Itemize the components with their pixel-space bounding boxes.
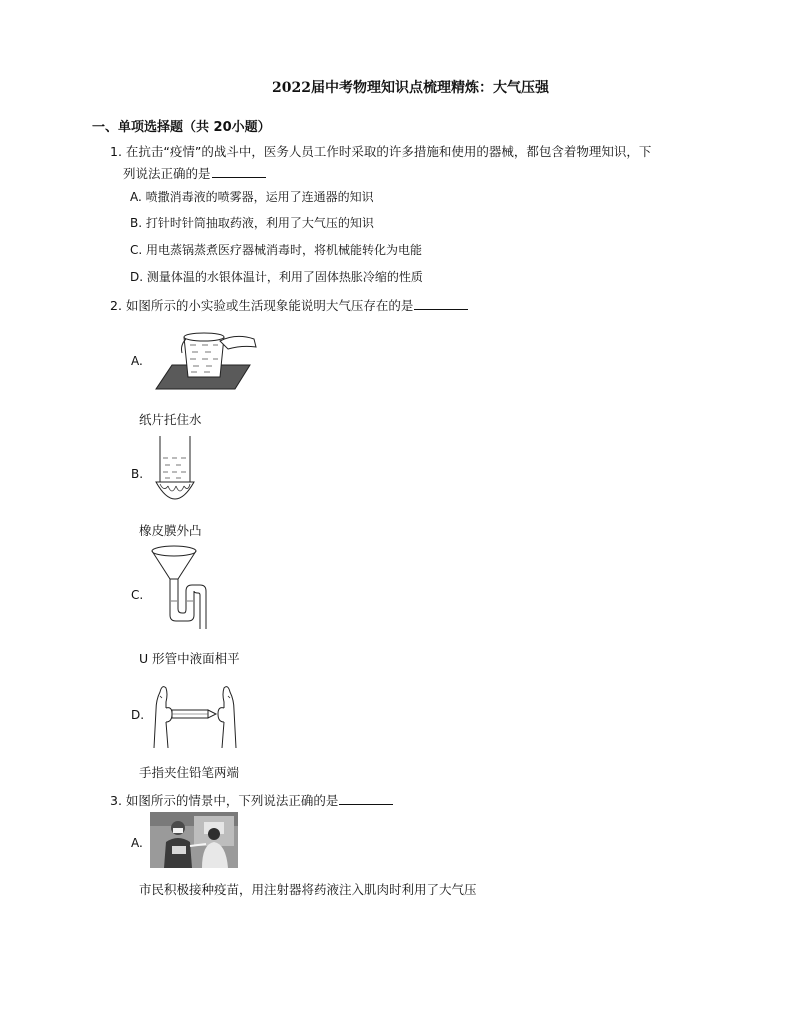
answer-blank: [414, 297, 468, 310]
q3-option-a-label: A.: [131, 836, 143, 850]
q1-stem-line1: 1. 在抗击“疫情”的战斗中，医务人员工作时采取的许多措施和使用的器械，都包含着物理知识，下: [110, 144, 652, 159]
answer-blank: [212, 165, 266, 178]
funnel-u-tube-figure: [146, 543, 216, 633]
q2-option-b-caption: 橡皮膜外凸: [139, 523, 202, 538]
q2-option-d-caption: 手指夹住铅笔两端: [139, 765, 240, 780]
q2-stem-text: 2. 如图所示的小实验或生活现象能说明大气压存在的是: [110, 298, 414, 313]
q1-option-c: C. 用电蒸锅蒸煮医疗器械消毒时，将机械能转化为电能: [130, 243, 423, 257]
vaccination-photo: [150, 812, 238, 868]
q3-stem-text: 3. 如图所示的情景中，下列说法正确的是: [110, 793, 339, 808]
q1-option-b: B. 打针时针筒抽取药液，利用了大气压的知识: [130, 216, 374, 230]
tube-rubber-membrane-figure: [150, 434, 200, 504]
q2-stem: [110, 296, 468, 314]
q2-option-a-caption: 纸片托住水: [139, 412, 202, 427]
q1-stem-line2: [123, 164, 266, 182]
q1-option-d: D. 测量体温的水银体温计，利用了固体热胀冷缩的性质: [130, 270, 423, 284]
q2-option-a-label: A.: [131, 354, 143, 368]
fingers-pencil-figure: [150, 678, 240, 750]
page-title: 2022届中考物理知识点梳理精炼：大气压强: [272, 80, 549, 96]
q2-option-b-label: B.: [131, 467, 144, 481]
q3-option-a-caption: 市民积极接种疫苗，用注射器将药液注入肌肉时利用了大气压: [139, 882, 477, 897]
q1-option-a: A. 喷撒消毒液的喷雾器，运用了连通器的知识: [130, 190, 374, 204]
glass-on-card-figure: [150, 325, 260, 395]
q1-stem-text: 列说法正确的是: [123, 166, 211, 181]
answer-blank: [339, 792, 393, 805]
q2-option-c-caption: U 形管中液面相平: [139, 651, 240, 666]
q2-option-c-label: C.: [131, 588, 144, 602]
q3-stem: [110, 791, 393, 809]
section-heading: 一、单项选择题（共 20小题）: [92, 120, 271, 135]
q2-option-d-label: D.: [131, 708, 145, 722]
